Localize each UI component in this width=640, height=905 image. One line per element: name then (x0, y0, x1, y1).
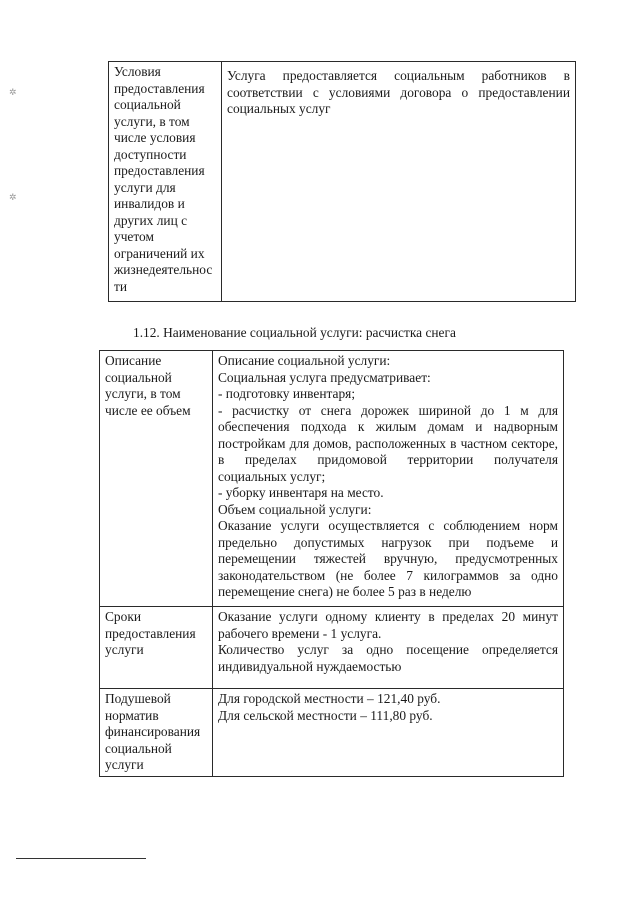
row-label-description: Описание социальной услуги, в том числе ее объем (100, 351, 213, 607)
footnote-separator (16, 858, 146, 859)
conditions-text: Услуга предоставляется социальным работников в соответствии с условиями договора о предоставлении социальных услуг (222, 62, 576, 302)
row-label-funding: Подушевой норматив финансирования социальной услуги (100, 689, 213, 777)
table-row (100, 351, 564, 607)
table-row (100, 607, 564, 689)
scan-speck: ✲ (9, 87, 17, 97)
row-label-conditions: Условия предоставления социальной услуги, в том числе условия доступности предоставления услуги для инвалидов и других лиц с учетом ограничений их жизнедеятельнос ти (109, 62, 222, 302)
funding-text: Для городской местности – 121,40 руб. Для сельской местности – 111,80 руб. (213, 689, 564, 777)
table-row (100, 689, 564, 777)
snow-clearing-table (99, 350, 564, 777)
conditions-table (108, 61, 576, 302)
terms-text: Оказание услуги одному клиенту в пределах 20 минут рабочего времени - 1 услуга. Количество услуг за одно посещение определяется индивидуальной нуждаемостью (213, 607, 564, 689)
section-heading: 1.12. Наименование социальной услуги: расчистка снега (133, 325, 456, 340)
scan-speck: ✲ (9, 192, 17, 202)
row-label-terms: Сроки предоставления услуги (100, 607, 213, 689)
table-row (109, 62, 576, 302)
description-text: Описание социальной услуги: Социальная услуга предусматривает: - подготовку инвентаря; - расчистку от снега дорожек шириной до 1 м для обеспечения подхода к жилым домам и надворным постройкам для домов, расположенных в частном секторе, в пределах придомовой территории получателя социальных услуг; - уборку инвентаря на место. Объем социальной услуги: Оказание услуги осуществляется с соблюдением норм предельно допустимых нагрузок при подъеме и перемещении тяжестей вручную, предусмотренных законодательством (не более 7 килограммов за одно перемещение снега) не более 5 раз в неделю (213, 351, 564, 607)
